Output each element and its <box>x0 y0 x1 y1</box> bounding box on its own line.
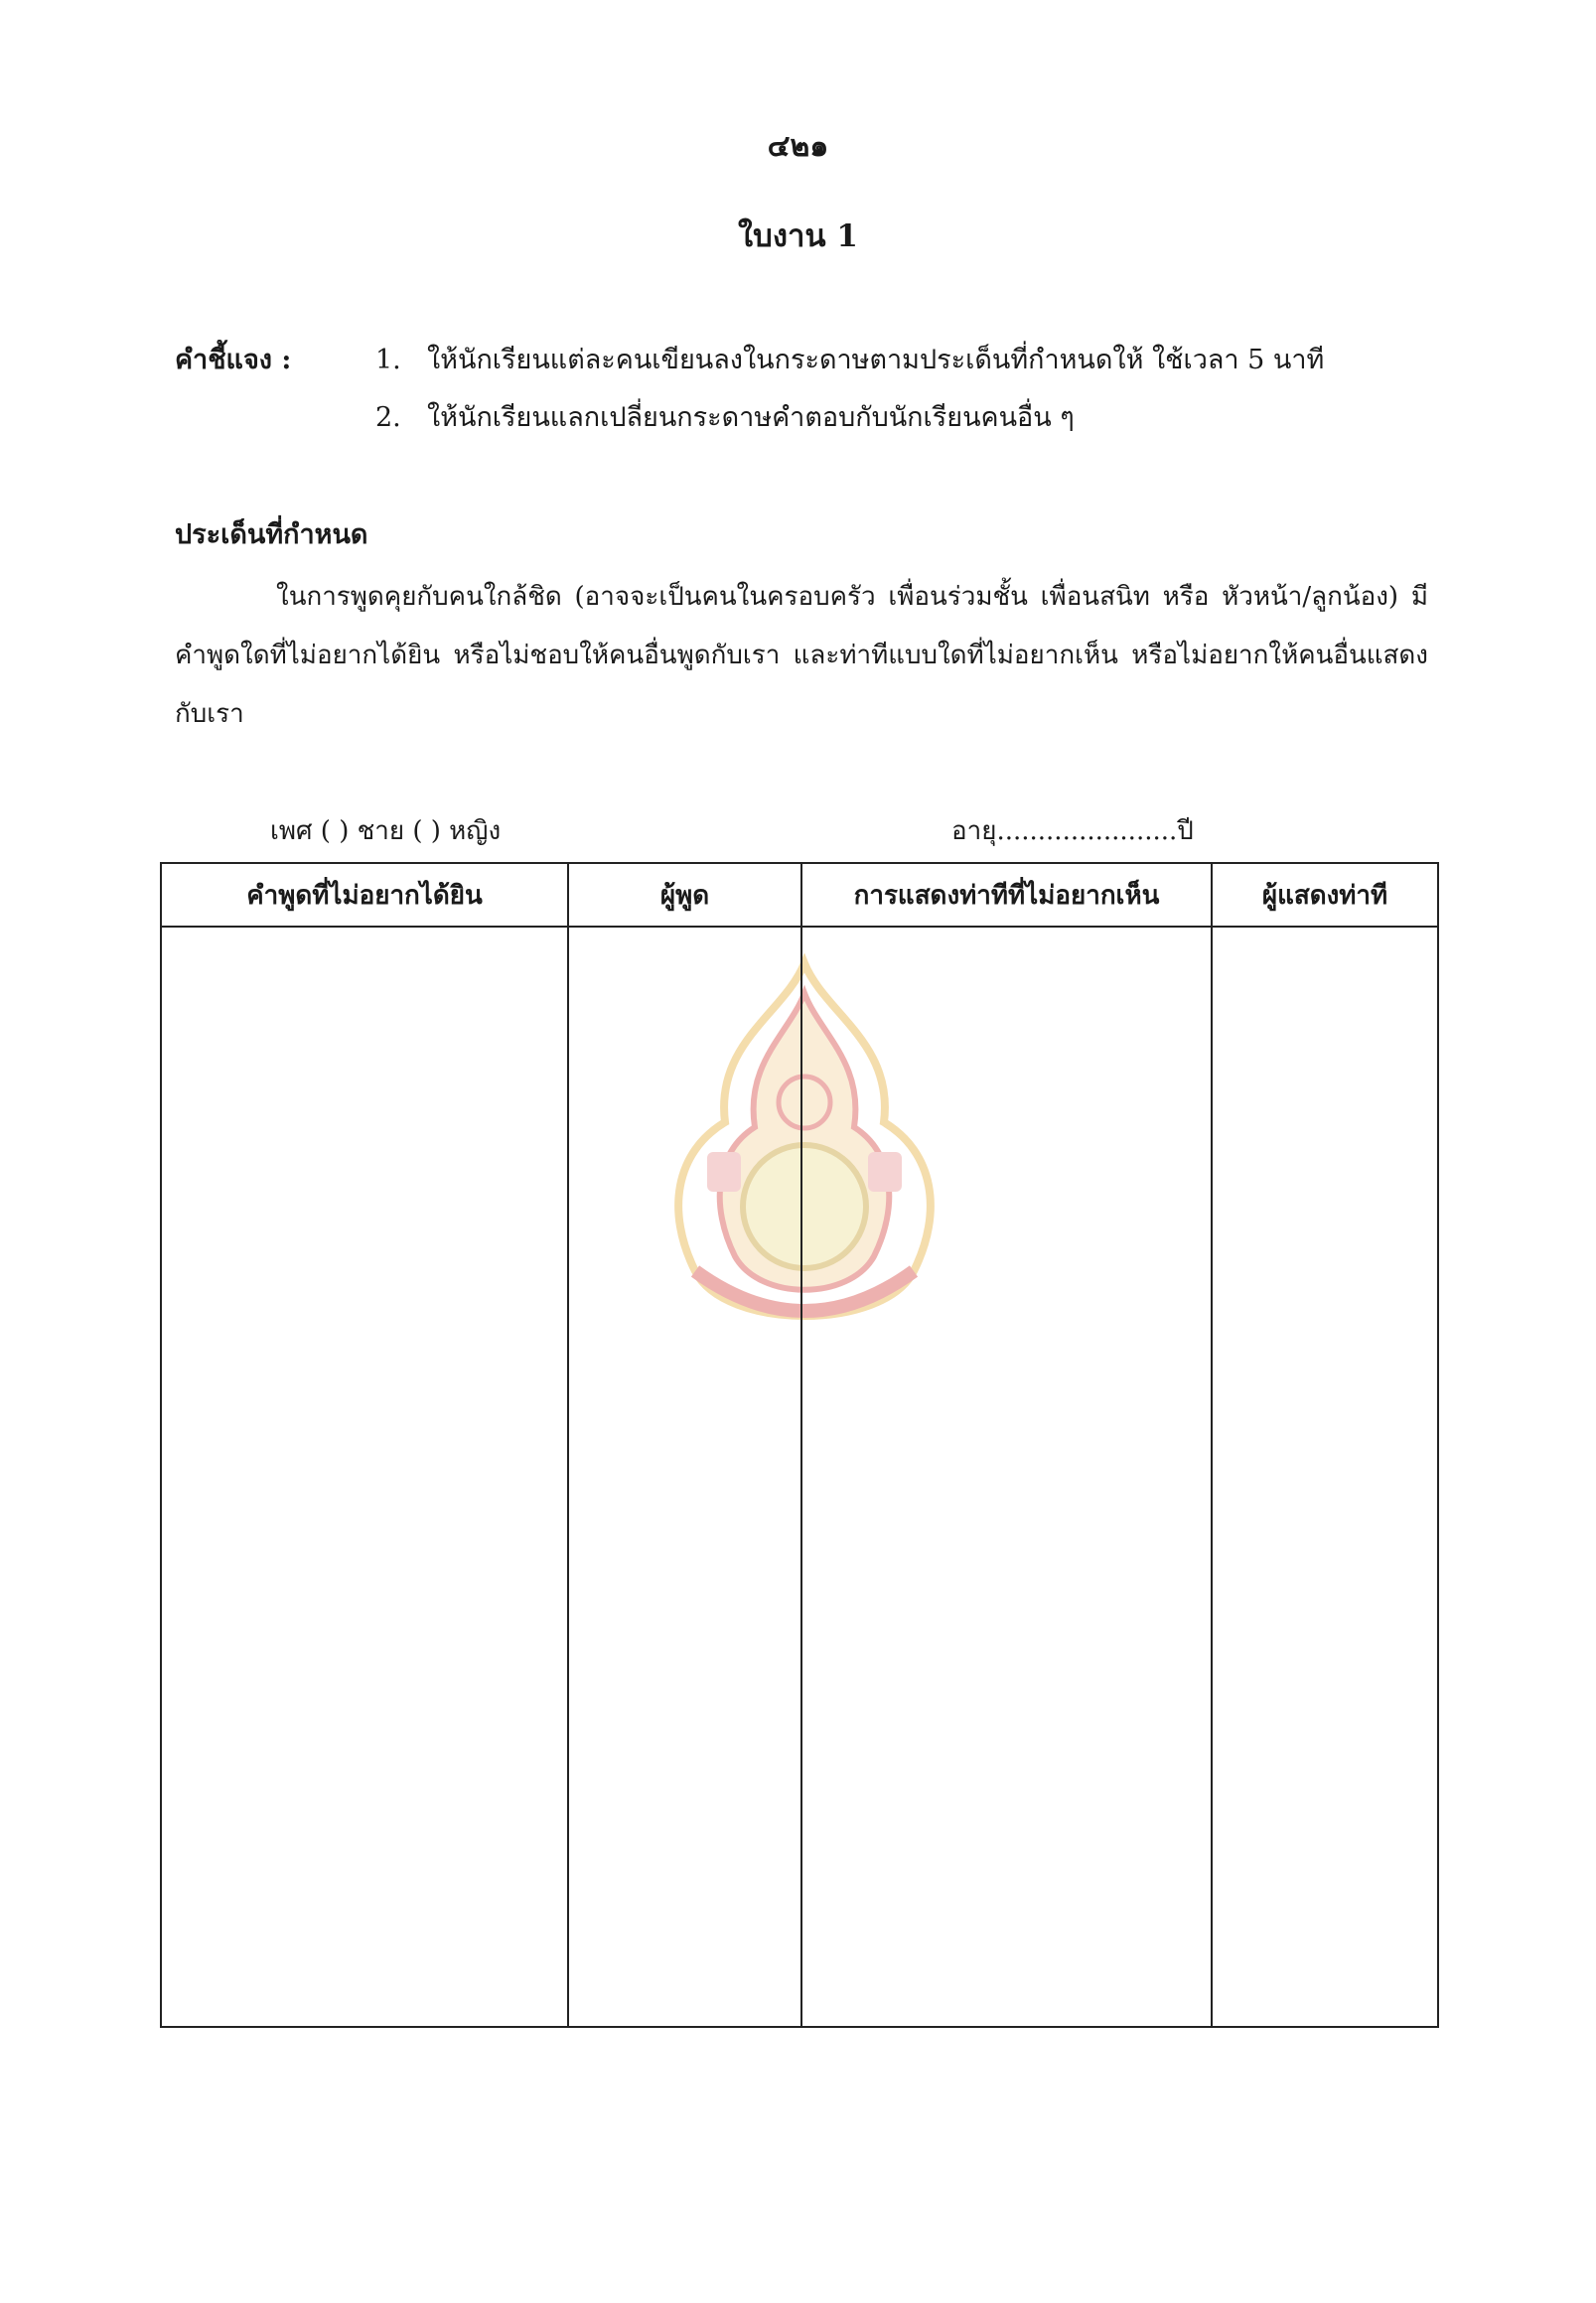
column-header-unwanted-words: คำพูดที่ไม่อยากได้ยิน <box>161 863 568 927</box>
answer-cell-speaker[interactable] <box>568 927 801 2027</box>
instruction-text: ให้นักเรียนแลกเปลี่ยนกระดาษคำตอบกับนักเรียนคนอื่น ๆ <box>427 402 1075 433</box>
worksheet-title: ใบงาน 1 <box>738 218 858 254</box>
instructions-label: คำชี้แจง : <box>175 345 292 375</box>
instruction-number: 1. <box>375 345 401 375</box>
topic-body: ในการพูดคุยกับคนใกล้ชิด (อาจจะเป็นคนในครอบครัว เพื่อนร่วมชั้น เพื่อนสนิท หรือ หัวหน้า/ลูกน้อง) มีคำพูดใดที่ไม่อยากได้ยิน หรือไม่ชอบให้คนอื่นพูดกับเรา และท่าทีแบบใดที่ไม่อยากเห็น หรือไม่อยากให้คนอื่นแสดงกับเรา <box>175 582 1428 729</box>
column-header-speaker: ผู้พูด <box>568 863 801 927</box>
column-header-gesturer: ผู้แสดงท่าที <box>1212 863 1438 927</box>
instruction-item <box>375 338 1324 380</box>
column-header-unwanted-gestures: การแสดงท่าทีที่ไม่อยากเห็น <box>801 863 1212 927</box>
table-header-row <box>161 863 1438 927</box>
table-row <box>161 927 1438 2027</box>
answer-cell-unwanted-words[interactable] <box>161 927 568 2027</box>
age-field[interactable]: อายุ......................ปี <box>951 816 1194 846</box>
page-number: ๔๒๑ <box>767 129 829 164</box>
instruction-item <box>375 395 1075 438</box>
topic-heading: ประเด็นที่กำหนด <box>175 519 368 550</box>
worksheet-table <box>160 862 1439 2028</box>
answer-cell-unwanted-gestures[interactable] <box>801 927 1212 2027</box>
instruction-number: 2. <box>375 402 401 433</box>
instruction-text: ให้นักเรียนแต่ละคนเขียนลงในกระดาษตามประเด็นที่กำหนดให้ ใช้เวลา 5 นาที <box>427 345 1325 375</box>
gender-field[interactable]: เพศ ( ) ชาย ( ) หญิง <box>270 816 502 846</box>
answer-cell-gesturer[interactable] <box>1212 927 1438 2027</box>
